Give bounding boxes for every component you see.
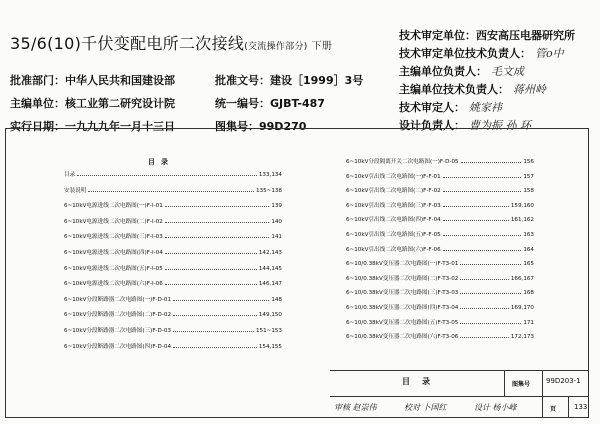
toc-entry[interactable]	[64, 201, 282, 209]
toc-entry-page: 169,170	[510, 305, 534, 311]
drawing-name: 目录	[402, 377, 442, 386]
toc-entry[interactable]	[346, 259, 534, 267]
atlas-no-tb: 99D203-1	[546, 377, 581, 385]
toc-leader-dots	[173, 300, 269, 301]
toc-entry-page: 163	[523, 232, 534, 238]
approval-dept-value: 中华人民共和国建设部	[65, 74, 175, 87]
toc-entry-title: 6~10kV电源进线二次电路图(三)F-I-03	[64, 234, 163, 241]
toc-entry-page: 165	[523, 261, 534, 268]
toc-entry-title: 6~10/0.38kV变压器二次电路图(六)F-T3-06	[346, 334, 459, 341]
toc-entry-page: 158	[523, 188, 534, 195]
toc-entry[interactable]	[346, 186, 534, 194]
toc-entry-title: 6~10kV引出线二次电路图(六)F-F-06	[346, 246, 441, 253]
editor	[10, 95, 175, 111]
toc-entry[interactable]	[346, 303, 534, 311]
toc-leader-dots	[173, 315, 257, 316]
toc-entry-page: 133,134	[258, 172, 282, 178]
toc-leader-dots	[443, 250, 522, 251]
toc-entry-page: 171	[523, 319, 534, 326]
toc-entry[interactable]	[64, 279, 282, 287]
responsible-row	[399, 81, 546, 97]
toc-leader-dots	[165, 222, 270, 223]
toc-entry-title: 6~10kV电源进线二次电路图(二)F-I-02	[64, 218, 163, 225]
title-block-divider	[542, 396, 543, 418]
toc-entry-title: 6~10kV分段隔离开关二次电路图(一)F-D-05	[346, 159, 459, 165]
toc-entry[interactable]	[346, 230, 534, 238]
toc-leader-dots	[460, 337, 509, 338]
toc-entry-page: 140	[271, 218, 282, 225]
title-block	[330, 370, 589, 418]
toc-entry-title: 6~10kV引出线二次电路图(三)F-F-03	[346, 202, 441, 209]
responsible-label: 主编单位技术负责人：	[399, 83, 509, 96]
toc-entry-title: 6~10kV引出线二次电路图(二)F-F-02	[346, 188, 441, 195]
toc-entry-title: 6~10/0.38kV变压器二次电路图(三)F-T3-03	[346, 290, 459, 297]
approval-no-label: 批准文号：	[215, 74, 270, 87]
unified-no	[215, 95, 325, 111]
toc-leader-dots	[443, 177, 522, 178]
toc-leader-dots	[443, 191, 522, 192]
document-title	[10, 31, 332, 54]
toc-entry[interactable]	[64, 232, 282, 240]
toc-entry[interactable]	[64, 217, 282, 225]
toc-entry[interactable]	[346, 215, 534, 223]
signature-text: 曹为振 孙 环	[469, 119, 531, 132]
toc-entry-title: 安装说明	[64, 187, 87, 194]
toc-entry-page: 172,173	[510, 334, 534, 341]
responsible-label: 技术审定人：	[399, 101, 465, 114]
title-block-divider	[568, 396, 569, 418]
toc-entry[interactable]	[346, 157, 534, 165]
toc-entry-page: 168	[523, 290, 534, 297]
toc-leader-dots	[460, 293, 521, 294]
date-label: 实行日期：	[10, 120, 65, 133]
title-main-text: 35/6(10)千伏变配电所二次接线	[10, 34, 245, 53]
toc-entry-page: 141	[271, 234, 282, 241]
toc-entry-page: 146,147	[258, 281, 282, 288]
responsible-row	[399, 99, 502, 115]
responsible-label: 技术审定单位技术负责人：	[399, 47, 531, 60]
toc-entry-page: 139	[271, 203, 282, 210]
toc-entry-page: 166,167	[510, 275, 534, 282]
date-value: 一九九九年一月十三日	[65, 120, 175, 133]
toc-entry-title: 6~10kV电源进线二次电路图(六)F-I-06	[64, 281, 163, 288]
toc-leader-dots	[77, 175, 257, 176]
signature-text: 姚家祎	[469, 101, 502, 114]
toc-leader-dots	[173, 347, 257, 348]
toc-entry-title: 6~10kV引出线二次电路图(四)F-F-04	[346, 217, 441, 224]
toc-entry-title: 6~10kV分段断路器二次电路图(一)F-D-01	[64, 296, 172, 303]
toc-entry-title: 6~10/0.38kV变压器二次电路图(四)F-T3-04	[346, 305, 459, 311]
title-block-divider	[504, 370, 505, 396]
toc-entry[interactable]	[346, 274, 534, 282]
toc-leader-dots	[443, 235, 522, 236]
toc-leader-dots	[461, 162, 522, 163]
toc-entry[interactable]	[346, 245, 534, 253]
toc-leader-dots	[165, 206, 270, 207]
toc-entry-page: 157	[523, 173, 534, 180]
toc-entry[interactable]	[64, 264, 282, 272]
toc-entry-title: 6~10kV电源进线二次电路图(一)F-I-01	[64, 203, 163, 210]
toc-leader-dots	[443, 220, 509, 221]
responsible-label: 技术审定单位：	[399, 29, 476, 42]
toc-entry[interactable]	[64, 248, 282, 256]
toc-entry-page: 164	[523, 246, 534, 253]
toc-entry-page: 156	[523, 159, 534, 165]
toc-entry-title: 6~10kV分段断路器二次电路图(三)F-D-03	[64, 328, 172, 334]
atlas-no-value: 99D270	[259, 120, 307, 133]
toc-entry[interactable]	[346, 288, 534, 296]
toc-entry-page: 135~138	[255, 187, 282, 194]
toc-entry-title: 6~10kV电源进线二次电路图(四)F-I-04	[64, 250, 163, 256]
signature-text: 毛文成	[491, 65, 524, 78]
toc-leader-dots	[460, 264, 521, 265]
toc-leader-dots	[460, 308, 509, 309]
toc-entry[interactable]	[346, 318, 534, 326]
responsible-row	[399, 45, 564, 61]
title-block-divider	[542, 370, 543, 396]
toc-entry[interactable]	[64, 295, 282, 303]
unified-no-label: 统一编号：	[215, 97, 270, 110]
toc-leader-dots	[460, 279, 509, 280]
check-signature: 校对 卜国红	[404, 403, 447, 412]
page-label: 页	[550, 406, 557, 413]
toc-entry-page: 154,155	[258, 343, 282, 350]
toc-leader-dots	[460, 323, 521, 324]
responsible-value: 西安高压电器研究所	[476, 29, 575, 42]
responsible-label: 主编单位负责人：	[399, 65, 487, 78]
approval-dept	[10, 72, 175, 88]
approval-no	[215, 72, 363, 88]
page-number: 133	[574, 403, 588, 411]
toc-entry[interactable]	[346, 332, 534, 340]
toc-leader-dots	[165, 237, 270, 238]
toc-entry-title: 6~10/0.38kV变压器二次电路图(五)F-T3-05	[346, 319, 459, 326]
toc-entry-title: 6~10kV引出线二次电路图(五)F-F-05	[346, 232, 441, 238]
toc-leader-dots	[173, 331, 254, 332]
responsible-row	[399, 63, 524, 79]
toc-entry[interactable]	[346, 201, 534, 209]
toc-entry-page: 148	[271, 296, 282, 303]
toc-entry[interactable]	[64, 342, 282, 350]
toc-entry[interactable]	[64, 310, 282, 318]
toc-entry-page: 142,143	[258, 250, 282, 256]
toc-entry-title: 6~10kV分段断路器二次电路图(四)F-D-04	[64, 343, 172, 350]
toc-leader-dots	[165, 253, 257, 254]
toc-entry[interactable]	[64, 170, 282, 178]
review-signature: 审核 赵崇伟	[334, 403, 377, 412]
toc-entry-title: 6~10kV引出线二次电路图(一)F-F-01	[346, 173, 441, 180]
unified-no-value: GJBT-487	[270, 97, 325, 110]
toc-entry-title: 目录	[64, 172, 76, 178]
toc-entry-page: 151~153	[255, 328, 282, 334]
editor-label: 主编单位：	[10, 97, 65, 110]
signature-text: 蒋州岭	[513, 83, 546, 96]
toc-entry[interactable]	[64, 186, 282, 194]
toc-entry-page: 161,162	[510, 217, 534, 224]
editor-value: 核工业第二研究设计院	[65, 97, 175, 110]
toc-heading: 目录	[148, 158, 174, 166]
toc-entry[interactable]	[346, 172, 534, 180]
toc-entry-page: 149,150	[258, 312, 282, 319]
responsible-row	[399, 27, 579, 43]
title-subtitle: (交流操作部分)	[244, 42, 308, 52]
toc-entry-title: 6~10kV电源进线二次电路图(五)F-I-05	[64, 265, 163, 272]
atlas-no-label: 图集号：	[215, 120, 259, 133]
toc-leader-dots	[165, 269, 257, 270]
responsible-label: 设计负责人：	[399, 119, 465, 132]
atlas-no-label-tb: 图集号	[512, 381, 531, 388]
toc-leader-dots	[88, 191, 254, 192]
approval-dept-label: 批准部门：	[10, 74, 65, 87]
toc-entry-page: 144,145	[258, 265, 282, 272]
toc-entry[interactable]	[64, 326, 282, 334]
toc-leader-dots	[165, 284, 257, 285]
toc-leader-dots	[443, 206, 509, 207]
design-signature: 设计 杨小峰	[474, 403, 517, 412]
approval-no-value: 建设［1999］3号	[270, 74, 364, 87]
toc-entry-title: 6~10kV分段断路器二次电路图(二)F-D-02	[64, 312, 172, 319]
toc-entry-title: 6~10/0.38kV变压器二次电路图(二)F-T3-02	[346, 275, 459, 282]
title-volume: 下册	[311, 41, 333, 52]
signature-text: 管o中	[535, 47, 564, 60]
toc-entry-title: 6~10/0.38kV变压器二次电路图(一)F-T3-01	[346, 261, 459, 268]
toc-entry-page: 159,160	[510, 202, 534, 209]
